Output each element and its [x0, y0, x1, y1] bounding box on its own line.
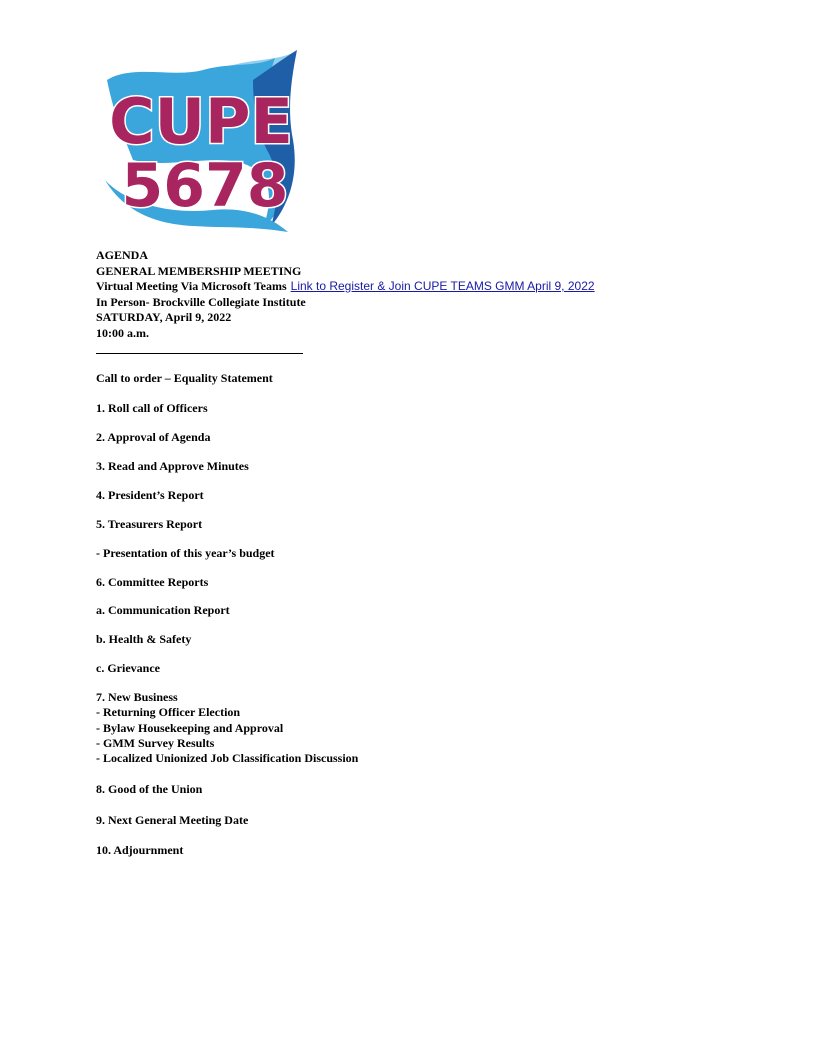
agenda-item: - GMM Survey Results — [96, 736, 215, 750]
agenda-item: - Presentation of this year’s budget — [96, 546, 275, 560]
agenda-item: - Localized Unionized Job Classification Discussion — [96, 751, 359, 765]
meeting-subtitle: GENERAL MEMBERSHIP MEETING — [96, 263, 302, 278]
agenda-item: 3. Read and Approve Minutes — [96, 459, 249, 473]
cupe-logo — [103, 50, 299, 232]
virtual-meeting-text: Virtual Meeting Via Microsoft Teams — [96, 279, 287, 293]
agenda-item: b. Health & Safety — [96, 632, 192, 646]
meeting-time: 10:00 a.m. — [96, 325, 149, 340]
agenda-item: a. Communication Report — [96, 603, 230, 617]
meeting-date: SATURDAY, April 9, 2022 — [96, 310, 232, 324]
logo-line1: CUPE — [109, 85, 293, 158]
agenda-item: 6. Committee Reports — [96, 575, 209, 589]
agenda-item: 9. Next General Meeting Date — [96, 813, 249, 827]
agenda-item: 2. Approval of Agenda — [96, 430, 211, 444]
agenda-item: 5. Treasurers Report — [96, 517, 203, 531]
agenda-title: AGENDA — [96, 248, 149, 262]
logo-graphic — [103, 50, 299, 232]
agenda-item: 7. New Business — [96, 690, 178, 704]
agenda-item: - Bylaw Housekeeping and Approval — [96, 721, 284, 735]
agenda-header — [96, 248, 595, 341]
logo-line2: 5678 — [121, 151, 289, 221]
header-divider — [96, 353, 303, 354]
agenda-item: 8. Good of the Union — [96, 782, 203, 796]
agenda-item: - Returning Officer Election — [96, 705, 241, 719]
agenda-item: 4. President’s Report — [96, 488, 204, 502]
agenda-item: c. Grievance — [96, 661, 160, 675]
agenda-item: 10. Adjournment — [96, 843, 184, 857]
agenda-item: 1. Roll call of Officers — [96, 401, 208, 415]
agenda-item: Call to order – Equality Statement — [96, 371, 273, 385]
register-join-link[interactable]: Link to Register & Join CUPE TEAMS GMM April 9, 2022 — [290, 279, 595, 293]
virtual-meeting-line — [96, 279, 595, 295]
in-person-location: In Person- Brockville Collegiate Institute — [96, 294, 306, 309]
